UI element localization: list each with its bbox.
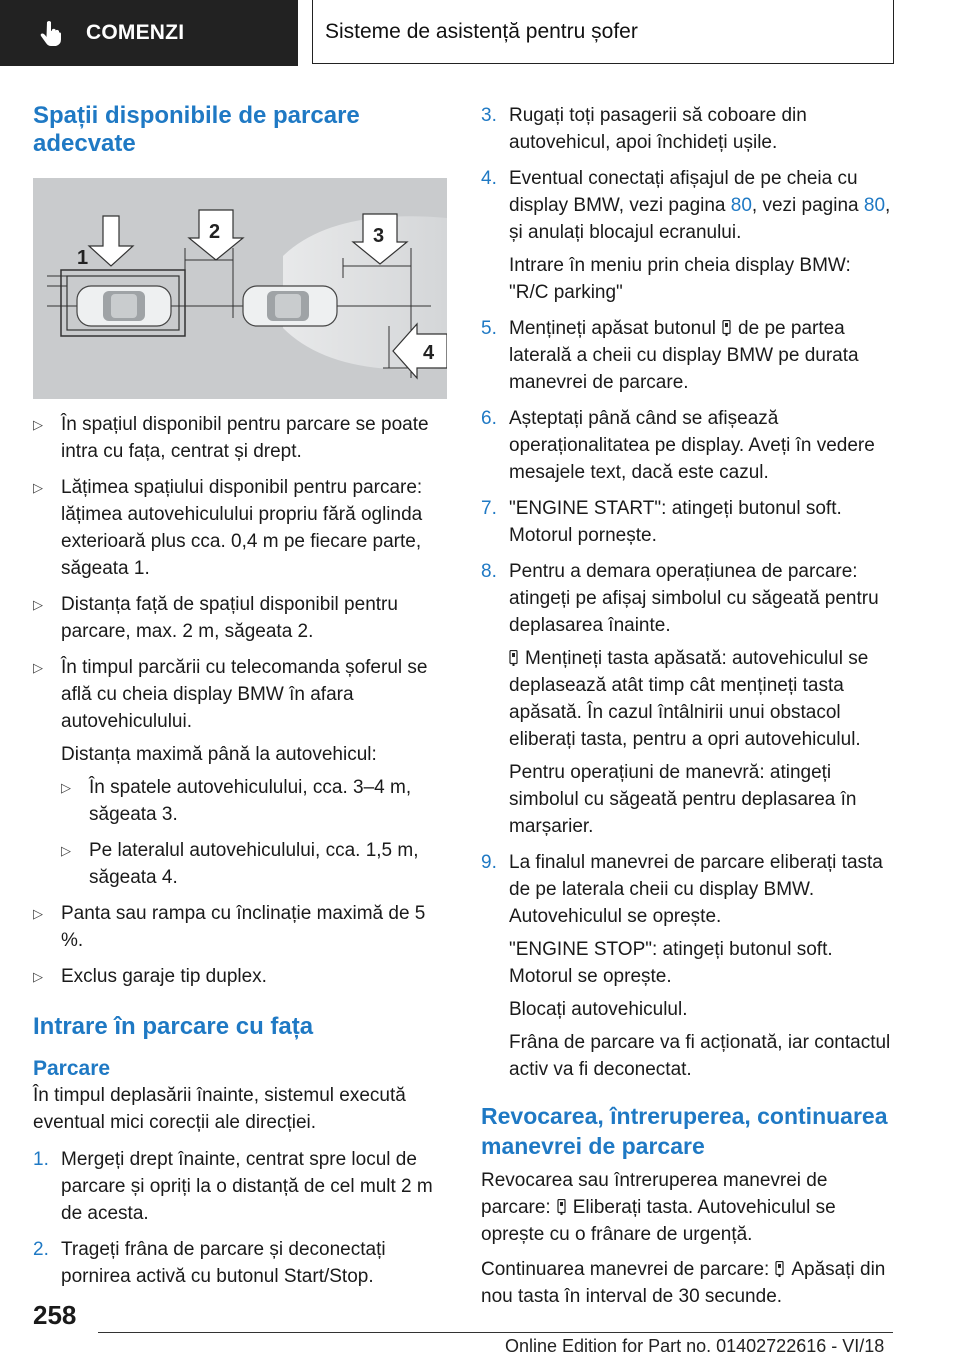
heading-front-parking: Intrare în parcare cu fața: [33, 1013, 314, 1040]
key-button-icon: [722, 320, 732, 336]
arrow-2: [189, 210, 243, 260]
triangle-bullet-icon: ▷: [33, 417, 43, 432]
continue-paragraph: Continuarea manevrei de parcare: Apăsați din nou tasta în interval de 30 secunde.: [481, 1259, 886, 1307]
key-button-icon: [557, 1199, 567, 1215]
parked-car-1: [77, 286, 171, 326]
triangle-bullet-icon: ▷: [33, 480, 43, 495]
chapter-label: COMENZI: [86, 21, 185, 44]
heading-parking: Parcare: [33, 1057, 111, 1080]
step-note: Frâna de parcare va fi acționată, iar contactul activ va fi deconectat.: [509, 1032, 891, 1080]
cancel-paragraph: Revocarea sau întreruperea manevrei de parcare: Eliberați tasta. Autovehiculul se oprește cu o frânare de urgență.: [481, 1170, 836, 1245]
moving-car-2: [243, 286, 337, 326]
distance-intro: Distanța maximă până la autovehicul:: [61, 744, 377, 765]
list-item: ▷ Lățimea spațiului disponibil pentru parcare: lățimea autovehiculului propriu fără oglinda exterioară plus cca. 0,4 m pe fiecare parte, săgeata 1.: [33, 474, 447, 582]
page-link-80[interactable]: 80: [730, 195, 752, 216]
heading-parking-spaces: Spații disponibile de parcare adecvate: [33, 102, 360, 157]
step-item: 8. Pentru a demara operațiunea de parcare: atingeți pe afișaj simbolul cu săgeată pentru deplasarea înainte. Mențineți tasta apăsată: autovehiculul se deplasează atât timp cât mențineți tasta apăsată. În cazul întâlnirii unui obstacol eliberați tasta, pentru a opri autovehiculul. Pentru operațiuni de manevră: atingeți simbolul cu săgeată pentru deplasarea în marșarier.: [481, 558, 895, 840]
triangle-bullet-icon: ▷: [33, 969, 43, 984]
triangle-bullet-icon: ▷: [33, 906, 43, 921]
step-item: 9. La finalul manevrei de parcare eliberați tasta de pe laterala cheii cu display BMW. Autovehiculul se oprește. "ENGINE STOP": atingeți butonul soft. Motorul se oprește. Blocați autovehiculul. Frâna de parcare va fi acționată, iar contactul activ va fi deconectat.: [481, 849, 895, 1083]
page-number: 258: [33, 1300, 77, 1330]
step-item: 1. Mergeți drept înainte, centrat spre locul de parcare și opriți la o distanță de cel mult 2 m de acesta.: [33, 1149, 433, 1224]
footer-divider: [98, 1332, 893, 1333]
step-note: Blocați autovehiculul.: [509, 999, 688, 1020]
heading-cancel-maneuver: Revocarea, întreruperea, continuarea manevrei de parcare: [481, 1103, 888, 1159]
step-note: Mențineți tasta apăsată: autovehiculul se deplasează atât timp cât mențineți tasta apăsată. În cazul întâlnirii unui obstacol eliberați tasta, pentru a opri autovehiculul.: [509, 648, 869, 750]
list-item: ▷ În spațiul disponibil pentru parcare se poate intra cu fața, centrat și drept.: [33, 411, 447, 465]
parking-space-figure: [33, 178, 447, 399]
list-item: ▷ În timpul parcării cu telecomanda șoferul se află cu cheia display BMW în afara autovehiculului. Distanța maximă până la autovehicul: ▷ În spatele autovehiculului, cca. 3–4 m, săgeata 3. ▷ Pe lateralul autovehiculului, cca. 1,5 m, săgeata 4.: [33, 654, 447, 891]
step-item: 7. "ENGINE START": atingeți butonul soft. Motorul pornește.: [481, 498, 842, 546]
key-button-icon: [775, 1261, 785, 1277]
key-button-icon: [509, 650, 519, 666]
step-note: "ENGINE STOP": atingeți butonul soft. Motorul se oprește.: [509, 939, 833, 987]
step-item: 3. Rugați toți pasagerii să coboare din autovehicul, apoi închideți ușile.: [481, 105, 807, 153]
svg-text:4: 4: [423, 342, 435, 364]
step-note: Intrare în meniu prin cheia display BMW: "R/C parking": [509, 255, 851, 303]
section-title: Sisteme de asistență pentru șofer: [325, 19, 638, 43]
sub-list-item: ▷ Pe lateralul autovehiculului, cca. 1,5 m, săgeata 4.: [61, 837, 447, 891]
step-item: 5. Mențineți apăsat butonul de pe partea laterală a cheii cu display BMW pe durata manevrei de parcare.: [481, 318, 859, 393]
step-item: 6. Așteptați până când se afișează operaționalitatea pe display. Aveți în vedere mesajele text, dacă este cazul.: [481, 408, 875, 483]
sub-list-item: ▷ În spatele autovehiculului, cca. 3–4 m, săgeata 3.: [61, 774, 447, 828]
arrow-1: [77, 216, 133, 269]
triangle-bullet-icon: ▷: [33, 660, 43, 675]
svg-text:2: 2: [209, 221, 221, 243]
hand-pointer-icon: [40, 20, 62, 46]
page-header: [0, 0, 960, 66]
triangle-bullet-icon: ▷: [61, 780, 71, 795]
section-title-tab: [312, 0, 894, 64]
svg-text:1: 1: [77, 247, 89, 269]
step-note: Pentru operațiuni de manevră: atingeți simbolul cu săgeată pentru deplasarea în marșarier.: [509, 762, 857, 837]
list-item: ▷ Exclus garaje tip duplex.: [33, 963, 447, 990]
left-column: [33, 102, 447, 1299]
svg-text:3: 3: [373, 225, 385, 247]
list-item: ▷ Distanța față de spațiul disponibil pentru parcare, max. 2 m, săgeata 2.: [33, 591, 447, 645]
chapter-tab: [0, 0, 298, 66]
triangle-bullet-icon: ▷: [61, 843, 71, 858]
list-item: ▷ Panta sau rampa cu înclinație maximă de 5 %.: [33, 900, 447, 954]
right-column: [481, 102, 895, 1310]
step-item: 4. Eventual conectați afișajul de pe cheia cu display BMW, vezi pagina 80, vezi pagina 80, și anulați blocajul ecranului. Intrare în meniu prin cheia display BMW: "R/C parking": [481, 165, 895, 306]
edition-text: Online Edition for Part no. 01402722616 - VI/18: [505, 1336, 885, 1356]
triangle-bullet-icon: ▷: [33, 597, 43, 612]
page-link-80[interactable]: 80: [863, 195, 886, 216]
intro-paragraph: În timpul deplasării înainte, sistemul execută eventual mici corecții ale direcției.: [33, 1085, 406, 1133]
parking-diagram: [33, 178, 447, 399]
step-item: 2. Trageți frâna de parcare și deconectați pornirea activă cu butonul Start/Stop.: [33, 1239, 386, 1287]
